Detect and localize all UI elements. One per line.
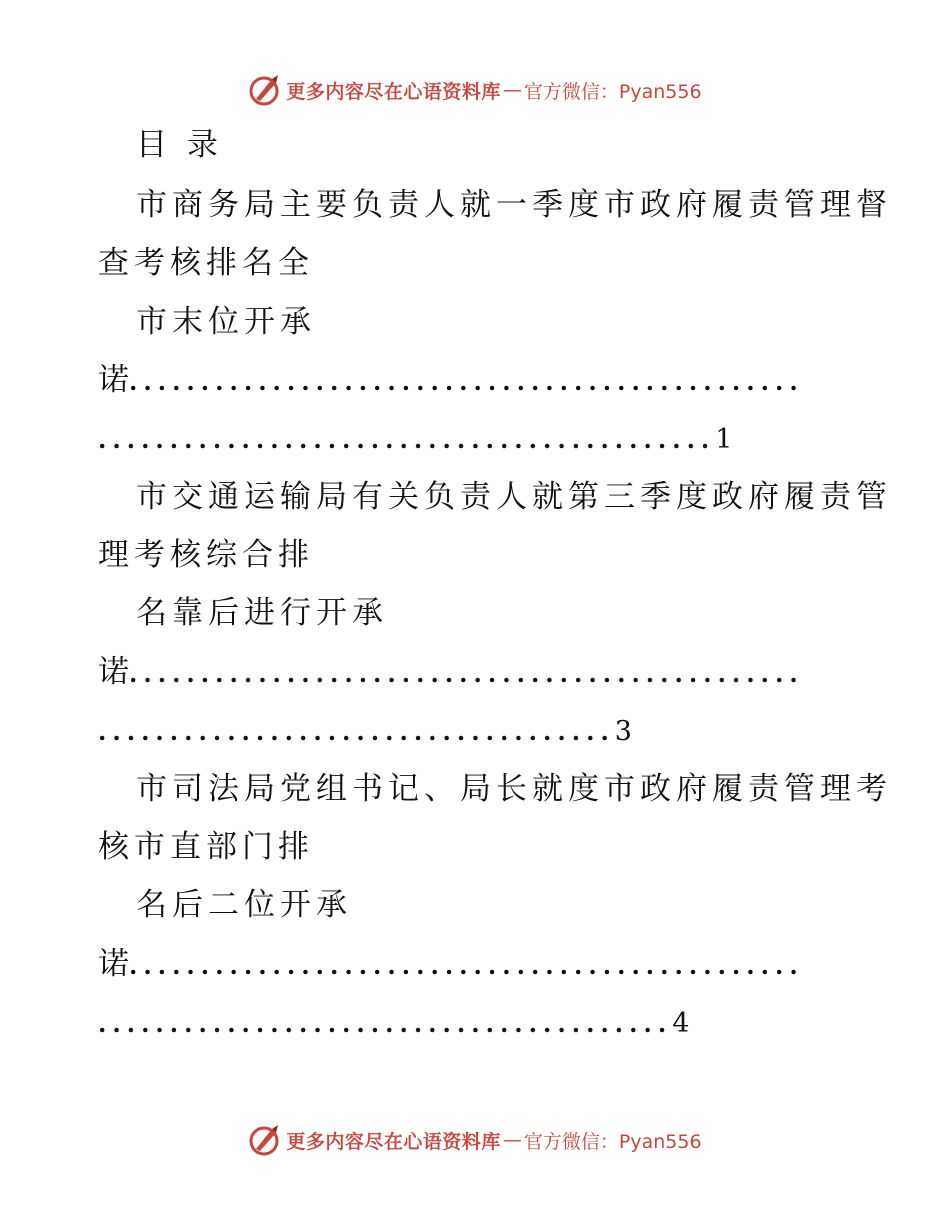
toc-entry-1-dots-2: ........................................... xyxy=(98,425,716,454)
toc-entry-3-line-2: 核市直部门排 xyxy=(98,829,314,865)
toc-entry-1-lead-char: 诺 xyxy=(98,362,129,398)
toc-entry-1-page[interactable]: 1 xyxy=(715,424,733,455)
footer-banner xyxy=(0,1120,950,1160)
banner-wechat: 官方微信：Pyan556 xyxy=(523,1130,702,1153)
banner-dash: — xyxy=(502,1129,522,1151)
toc-heading: 目 录 xyxy=(136,127,223,163)
banner-text: 更多内容尽在心语资料库 xyxy=(286,80,501,103)
banner-text: 更多内容尽在心语资料库 xyxy=(286,1130,501,1153)
toc-entry-2-line-2: 理考核综合排 xyxy=(98,537,314,573)
toc-entry-2-leader-2 xyxy=(98,710,843,752)
toc-entry-2-leader-1 xyxy=(98,652,843,694)
toc-entry-3-line-1: 市司法局党组书记、局长就度市政府履责管理考 xyxy=(136,771,892,807)
toc-entry-3-leader-1 xyxy=(98,944,843,986)
banner-wechat: 官方微信：Pyan556 xyxy=(523,80,702,103)
toc-entry-3-dots-1: ............................................... xyxy=(129,951,804,980)
toc-entry-1-leader-2 xyxy=(98,418,843,460)
toc-entry-2-line-3: 名靠后进行开承 xyxy=(136,595,388,631)
toc-entry-1-line-3: 市末位开承 xyxy=(136,304,316,340)
toc-entry-3-line-3: 名后二位开承 xyxy=(136,887,352,923)
toc-entry-3-lead-char: 诺 xyxy=(98,946,129,982)
toc-entry-1-dots-1: ............................................... xyxy=(129,367,804,396)
toc-entry-2-dots-1: ............................................... xyxy=(129,659,804,688)
toc-entry-3-page[interactable]: 4 xyxy=(672,1008,690,1039)
toc-entry-1-line-1: 市商务局主要负责人就一季度市政府履责管理督 xyxy=(136,187,892,223)
feather-pen-logo-icon xyxy=(248,73,282,107)
feather-pen-logo-icon xyxy=(248,1123,282,1157)
toc-entry-1-leader-1 xyxy=(98,360,843,402)
toc-entry-3-leader-2 xyxy=(98,1002,843,1044)
toc-entry-2-lead-char: 诺 xyxy=(98,654,129,690)
toc-entry-2-line-1: 市交通运输局有关负责人就第三季度政府履责管 xyxy=(136,479,892,515)
toc-entry-1-line-2: 查考核排名全 xyxy=(98,245,314,281)
toc-entry-2-page[interactable]: 3 xyxy=(614,716,632,747)
toc-entry-3-dots-2: ........................................ xyxy=(98,1009,673,1038)
toc-entry-2-dots-2: .................................... xyxy=(98,717,615,746)
banner-dash: — xyxy=(502,79,522,101)
header-banner xyxy=(0,70,950,110)
